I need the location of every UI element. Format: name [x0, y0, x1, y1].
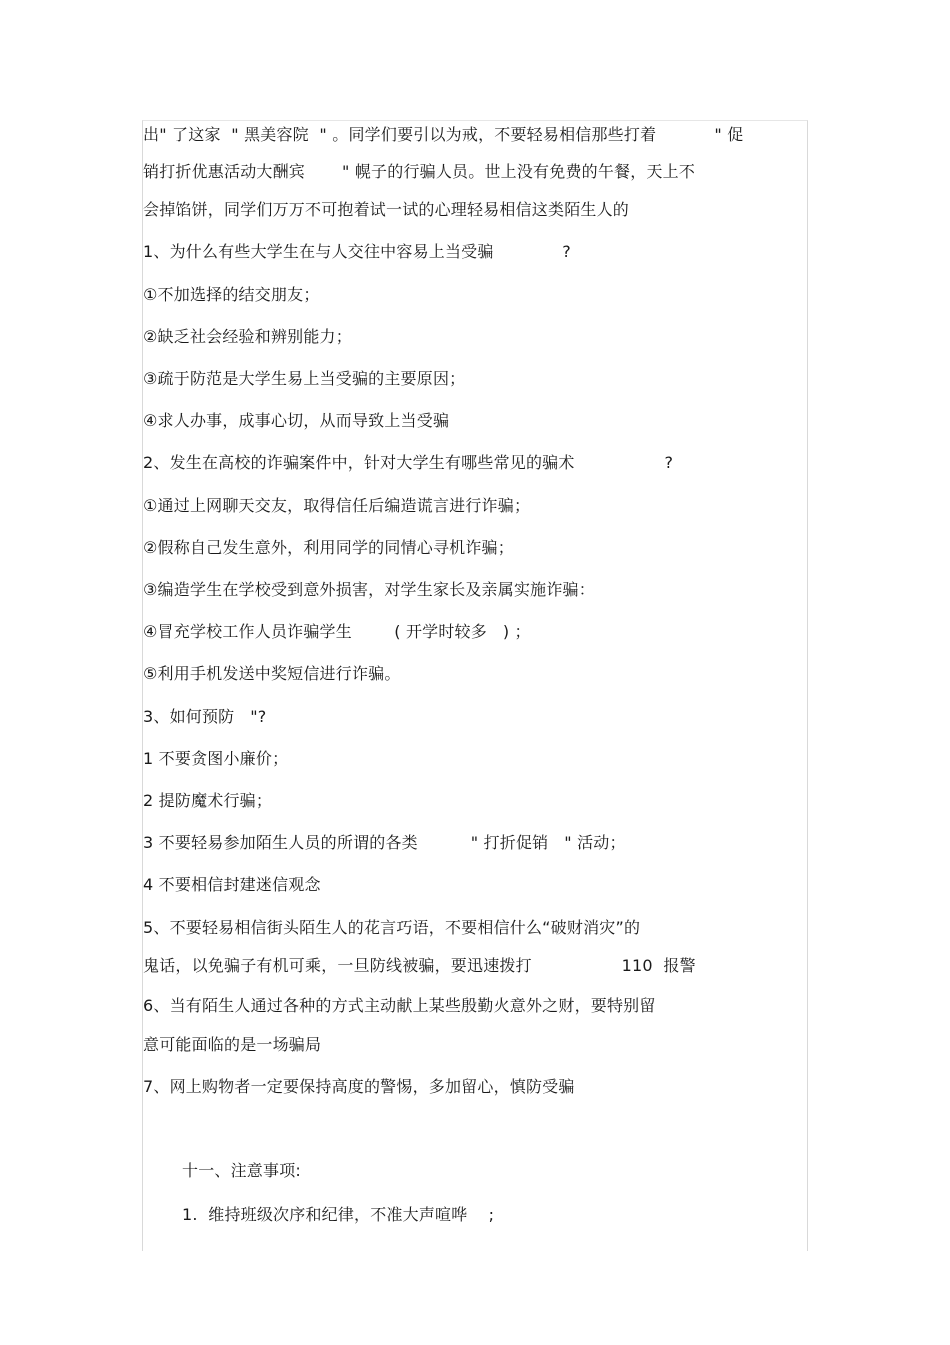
- list-item: ④求人办事，成事心切，从而导致上当受骗: [143, 411, 450, 430]
- list-item: ②缺乏社会经验和辨别能力；: [143, 327, 352, 346]
- section-item: 1. 维持班级次序和纪律，不准大声喧哗 ;: [182, 1205, 495, 1224]
- list-item: 4 不要相信封建迷信观念: [143, 875, 321, 894]
- question-heading: 2、发生在高校的诈骗案件中，针对大学生有哪些常见的骗术 ?: [143, 453, 674, 472]
- list-item: ①通过上网聊天交友，取得信任后编造谎言进行诈骗；: [143, 496, 531, 515]
- list-item: 3 不要轻易参加陌生人员的所谓的各类 " 打折促销 " 活动；: [143, 833, 626, 852]
- list-item: 5、不要轻易相信街头陌生人的花言巧语，不要相信什么“破财消灾”的: [143, 918, 641, 937]
- list-item: ⑤利用手机发送中奖短信进行诈骗。: [143, 664, 401, 683]
- list-item: ④冒充学校工作人员诈骗学生 ( 开学时较多 ) ；: [143, 622, 531, 641]
- text-line: 会掉馅饼，同学们万万不可抱着试一试的心理轻易相信这类陌生人的: [143, 200, 630, 219]
- list-item: ③编造学生在学校受到意外损害，对学生家长及亲属实施诈骗：: [143, 580, 595, 599]
- list-item: 7、网上购物者一定要保持高度的警惕，多加留心，慎防受骗: [143, 1077, 575, 1096]
- section-heading: 十一、注意事项:: [182, 1161, 301, 1180]
- text-line: 意可能面临的是一场骗局: [143, 1035, 322, 1054]
- list-item: 6、当有陌生人通过各种的方式主动献上某些殷勤火意外之财，要特别留: [143, 996, 656, 1015]
- question-heading: 3、如何预防 "?: [143, 707, 267, 726]
- list-item: ②假称自己发生意外，利用同学的同情心寻机诈骗；: [143, 538, 514, 557]
- list-item: 1 不要贪图小廉价；: [143, 749, 289, 768]
- question-heading: 1、为什么有些大学生在与人交往中容易上当受骗 ?: [143, 242, 571, 261]
- list-item: ①不加选择的结交朋友；: [143, 285, 320, 304]
- list-item: 2 提防魔术行骗；: [143, 791, 273, 810]
- text-line: 出" 了这家 " 黑美容院 " 。同学们要引以为戒，不要轻易相信那些打着 " 促: [143, 125, 744, 144]
- text-line: 鬼话，以免骗子有机可乘，一旦防线被骗，要迅速拨打 110 报警: [143, 956, 696, 975]
- text-line: 销打折优惠活动大酬宾 " 幌子的行骗人员。世上没有免费的午餐，天上不: [143, 162, 696, 181]
- list-item: ③疏于防范是大学生易上当受骗的主要原因；: [143, 369, 466, 388]
